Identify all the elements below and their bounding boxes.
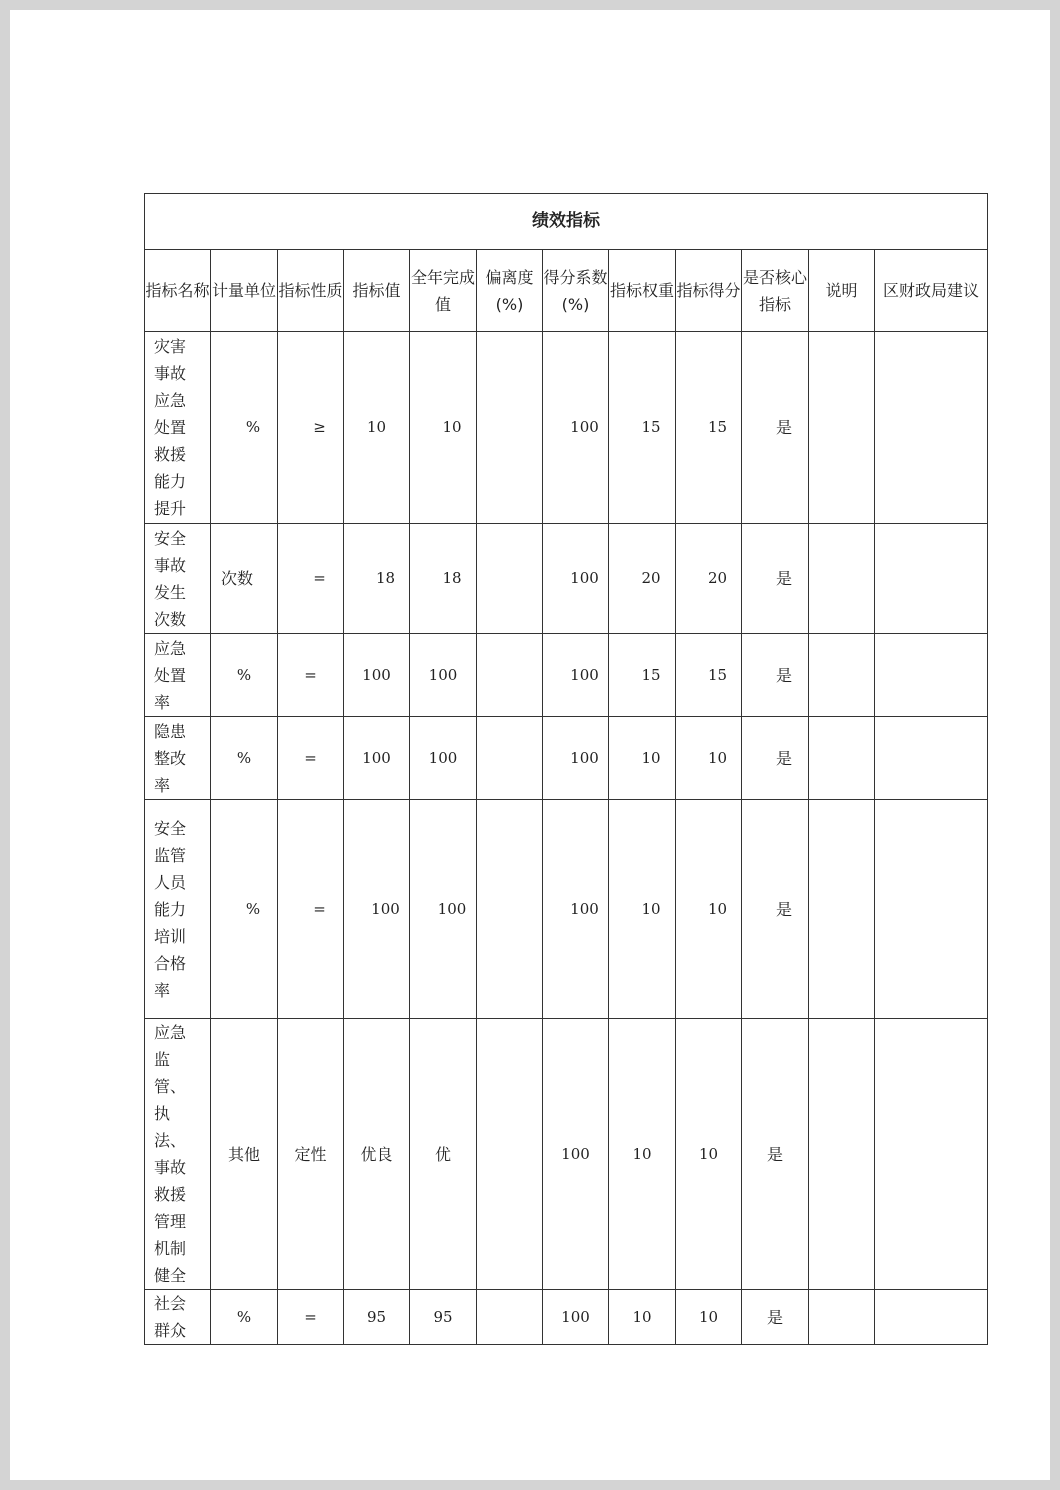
document-page <box>10 10 1050 1480</box>
indicator-name-cell <box>145 717 211 800</box>
suggestion-cell <box>875 1290 988 1345</box>
actual-value-cell: 95 <box>410 1290 477 1345</box>
core-indicator-cell: 是 <box>742 332 809 524</box>
nature-cell: = <box>278 717 344 800</box>
actual-value-cell: 18 <box>410 524 477 634</box>
deviation-cell <box>477 332 543 524</box>
weight-cell: 20 <box>609 524 676 634</box>
coefficient-cell: 100 <box>543 524 609 634</box>
header-finance-suggestion: 区财政局建议 <box>875 250 988 332</box>
unit-cell: 次数 <box>211 524 278 634</box>
indicator-name: 安全事故发生次数 <box>154 528 187 629</box>
coefficient-cell: 100 <box>543 717 609 800</box>
note-cell <box>809 1019 875 1290</box>
core-indicator-cell: 是 <box>742 524 809 634</box>
header-weight: 指标权重 <box>609 250 676 332</box>
actual-value-cell: 100 <box>410 717 477 800</box>
unit-cell: % <box>211 634 278 717</box>
core-indicator-cell: 是 <box>742 717 809 800</box>
indicator-name: 安全监管人员能力培训合格率 <box>154 818 187 1000</box>
header-indicator-name: 指标名称 <box>145 250 211 332</box>
deviation-cell <box>477 524 543 634</box>
indicator-name: 隐患整改率 <box>154 721 187 795</box>
actual-value-cell: 优 <box>410 1019 477 1290</box>
weight-cell: 10 <box>609 717 676 800</box>
header-core-indicator: 是否核心指标 <box>742 250 809 332</box>
header-score-coefficient: 得分系数(%) <box>543 250 609 332</box>
deviation-cell <box>477 717 543 800</box>
nature-cell: = <box>278 800 344 1019</box>
unit-cell: % <box>211 800 278 1019</box>
indicator-name: 应急监管、执法、事故救援管理机制健全 <box>154 1023 187 1285</box>
coefficient-cell: 100 <box>543 332 609 524</box>
core-indicator-cell: 是 <box>742 800 809 1019</box>
core-indicator-cell: 是 <box>742 634 809 717</box>
score-cell: 15 <box>676 332 742 524</box>
suggestion-cell <box>875 524 988 634</box>
table-row <box>145 332 988 524</box>
unit-cell: 其他 <box>211 1019 278 1290</box>
suggestion-cell <box>875 1019 988 1290</box>
indicator-name: 社会群众 <box>154 1294 187 1340</box>
indicator-name-cell <box>145 1290 211 1345</box>
score-cell: 10 <box>676 1290 742 1345</box>
table-row <box>145 1290 988 1345</box>
indicator-name: 应急处置率 <box>154 638 187 712</box>
table-row <box>145 717 988 800</box>
deviation-cell <box>477 634 543 717</box>
target-value-cell: 18 <box>344 524 410 634</box>
nature-cell: ≥ <box>278 332 344 524</box>
header-deviation: 偏离度(%) <box>477 250 543 332</box>
actual-value-cell: 10 <box>410 332 477 524</box>
indicator-name-cell <box>145 800 211 1019</box>
weight-cell: 10 <box>609 1019 676 1290</box>
indicator-name-cell <box>145 524 211 634</box>
target-value-cell: 100 <box>344 634 410 717</box>
header-unit: 计量单位 <box>211 250 278 332</box>
weight-cell: 10 <box>609 800 676 1019</box>
coefficient-cell: 100 <box>543 1019 609 1290</box>
note-cell <box>809 332 875 524</box>
actual-value-cell: 100 <box>410 800 477 1019</box>
suggestion-cell <box>875 717 988 800</box>
suggestion-cell <box>875 634 988 717</box>
score-cell: 10 <box>676 1019 742 1290</box>
indicator-name-cell <box>145 634 211 717</box>
table-row <box>145 634 988 717</box>
unit-cell: % <box>211 332 278 524</box>
deviation-cell <box>477 800 543 1019</box>
note-cell <box>809 634 875 717</box>
nature-cell: = <box>278 1290 344 1345</box>
score-cell: 10 <box>676 717 742 800</box>
coefficient-cell: 100 <box>543 1290 609 1345</box>
suggestion-cell <box>875 800 988 1019</box>
core-indicator-cell: 是 <box>742 1019 809 1290</box>
indicator-name-cell <box>145 332 211 524</box>
header-nature: 指标性质 <box>278 250 344 332</box>
nature-cell: = <box>278 524 344 634</box>
score-cell: 10 <box>676 800 742 1019</box>
unit-cell: % <box>211 1290 278 1345</box>
indicator-name-cell <box>145 1019 211 1290</box>
header-target-value: 指标值 <box>344 250 410 332</box>
note-cell <box>809 717 875 800</box>
indicator-name: 灾害事故应急处置救援能力提升 <box>154 337 187 518</box>
weight-cell: 15 <box>609 634 676 717</box>
score-cell: 20 <box>676 524 742 634</box>
target-value-cell: 10 <box>344 332 410 524</box>
weight-cell: 15 <box>609 332 676 524</box>
note-cell <box>809 800 875 1019</box>
deviation-cell <box>477 1290 543 1345</box>
nature-cell: 定性 <box>278 1019 344 1290</box>
nature-cell: = <box>278 634 344 717</box>
note-cell <box>809 1290 875 1345</box>
weight-cell: 10 <box>609 1290 676 1345</box>
performance-indicator-table <box>144 193 988 1345</box>
table-row <box>145 1019 988 1290</box>
deviation-cell <box>477 1019 543 1290</box>
target-value-cell: 优良 <box>344 1019 410 1290</box>
header-score: 指标得分 <box>676 250 742 332</box>
table-row <box>145 800 988 1019</box>
score-cell: 15 <box>676 634 742 717</box>
note-cell <box>809 524 875 634</box>
core-indicator-cell: 是 <box>742 1290 809 1345</box>
coefficient-cell: 100 <box>543 800 609 1019</box>
table-row <box>145 524 988 634</box>
target-value-cell: 100 <box>344 800 410 1019</box>
table-title: 绩效指标 <box>145 194 988 250</box>
suggestion-cell <box>875 332 988 524</box>
target-value-cell: 95 <box>344 1290 410 1345</box>
coefficient-cell: 100 <box>543 634 609 717</box>
header-annual-actual: 全年完成值 <box>410 250 477 332</box>
target-value-cell: 100 <box>344 717 410 800</box>
unit-cell: % <box>211 717 278 800</box>
header-note: 说明 <box>809 250 875 332</box>
actual-value-cell: 100 <box>410 634 477 717</box>
